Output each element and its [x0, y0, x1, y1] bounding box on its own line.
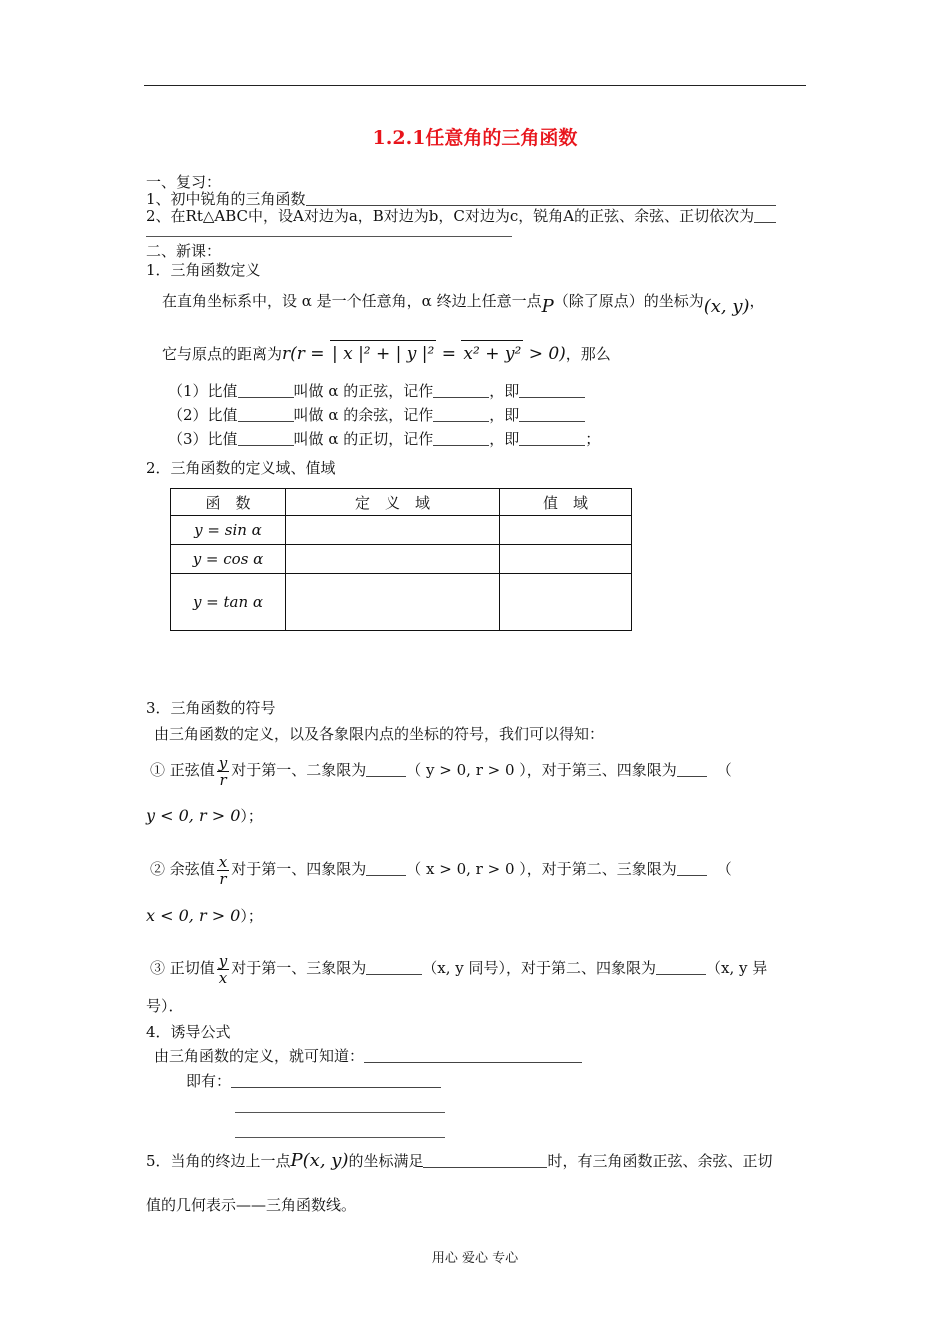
- section-4-para-2: 即有：: [186, 1071, 441, 1091]
- fill-blank[interactable]: [433, 381, 489, 398]
- section-1-para-1: 在直角坐标系中，设 α 是一个任意角，α 终边上任意一点P（除了原点）的坐标为(x, y)，: [162, 292, 765, 317]
- table-cell-domain[interactable]: [286, 545, 500, 574]
- section-1-title: 1．三角函数定义: [146, 261, 261, 279]
- distance-formula: r(r = | x |² + | y |² = x² + y² > 0): [282, 344, 566, 364]
- table-cell-range[interactable]: [500, 545, 632, 574]
- section-3-intro: 由三角函数的定义，以及各象限内点的坐标的符号，我们可以得知：: [154, 725, 605, 743]
- sign-rule-tangent: ③ 正切值 $\frac{y}{x}$ 对于第一、三象限为 （x, y 同号），对于第二、四象限为 （x, y 异: [150, 951, 768, 987]
- section-4-title: 4．诱导公式: [146, 1023, 231, 1041]
- sign-rule-cosine: ② 余弦值 $\frac{x}{r}$ 对于第一、四象限为 （ x > 0, r > 0 ），对于第二、三象限为 （: [150, 852, 732, 888]
- fill-blank[interactable]: [238, 405, 294, 422]
- table-header: 定 义 域: [286, 489, 500, 516]
- table-cell-range[interactable]: [500, 516, 632, 545]
- fill-blank[interactable]: [366, 760, 406, 777]
- fill-blank[interactable]: [656, 958, 706, 975]
- fraction-y-over-r: $\frac{y}{r}$: [218, 753, 228, 789]
- sign-rule-tangent-cont: 号）．: [146, 997, 184, 1015]
- fill-blank[interactable]: [238, 429, 294, 446]
- table-header: 函 数: [171, 489, 286, 516]
- fill-line[interactable]: [146, 236, 512, 237]
- domain-range-table: [170, 488, 632, 631]
- fill-blank[interactable]: [423, 1151, 547, 1168]
- section-5-para: 5．当角的终边上一点P(x, y)的坐标满足 时，有三角函数正弦、余弦、正切: [146, 1150, 773, 1171]
- definition-tangent: （3）比值 叫做 α 的正切，记作 ，即 ；: [168, 430, 601, 448]
- fill-line[interactable]: [235, 1137, 445, 1138]
- table-cell-domain[interactable]: [286, 516, 500, 545]
- fill-blank[interactable]: [677, 760, 707, 777]
- page-title: 1.2.1任意角的三角函数: [372, 127, 578, 149]
- page-footer: 用心 爱心 专心: [431, 1251, 519, 1266]
- fill-blank[interactable]: [519, 381, 585, 398]
- fill-blank[interactable]: [231, 1071, 441, 1088]
- fill-blank[interactable]: [364, 1046, 582, 1063]
- sign-rule-cosine-cont: x < 0, r > 0）；: [146, 906, 263, 925]
- definition-sine: （1）比值 叫做 α 的正弦，记作 ，即: [168, 381, 585, 401]
- section-4-para-1: 由三角函数的定义，就可知道：: [154, 1046, 582, 1066]
- fill-blank[interactable]: [366, 958, 422, 975]
- new-lesson-heading: 二、新课：: [146, 242, 222, 260]
- fill-blank[interactable]: [238, 381, 294, 398]
- fill-blank[interactable]: [519, 429, 585, 446]
- table-cell-domain[interactable]: [286, 574, 500, 631]
- fill-blank[interactable]: [519, 405, 585, 422]
- fill-blank[interactable]: [677, 859, 707, 876]
- header-rule: [144, 85, 806, 86]
- sign-rule-sine-cont: y < 0, r > 0）；: [146, 806, 263, 825]
- review-item-2: 2、在Rt△ABC中，设A对边为a，B对边为b，C对边为c，锐角A的正弦、余弦、正切依次为: [146, 206, 776, 226]
- table-cell-range[interactable]: [500, 574, 632, 631]
- section-1-para-2: 它与原点的距离为r(r = | x |² + | y |² = x² + y² > 0)，那么: [162, 340, 611, 367]
- sign-rule-sine: ① 正弦值 $\frac{y}{r}$ 对于第一、二象限为 （ y > 0, r > 0 ），对于第三、四象限为 （: [150, 753, 732, 789]
- fill-blank[interactable]: [433, 429, 489, 446]
- review-item-1: 1、初中锐角的三角函数: [146, 189, 776, 209]
- definition-cosine: （2）比值 叫做 α 的余弦，记作 ，即: [168, 405, 585, 425]
- table-row-function: y = cos α: [171, 545, 286, 574]
- table-header: 值 域: [500, 489, 632, 516]
- section-2-title: 2．三角函数的定义域、值域: [146, 459, 336, 477]
- table-row-function: y = sin α: [171, 516, 286, 545]
- fill-blank[interactable]: [306, 189, 776, 206]
- review-heading: 一、复习：: [146, 173, 222, 191]
- fill-blank[interactable]: [433, 405, 489, 422]
- table-row-function: y = tan α: [171, 574, 286, 631]
- section-5-para-cont: 值的几何表示——三角函数线。: [146, 1196, 357, 1214]
- fraction-y-over-x: $\frac{y}{x}$: [218, 951, 228, 987]
- section-3-title: 3．三角函数的符号: [146, 699, 276, 717]
- fill-blank[interactable]: [754, 206, 776, 223]
- fraction-x-over-r: $\frac{x}{r}$: [218, 852, 228, 888]
- fill-blank[interactable]: [366, 859, 406, 876]
- fill-line[interactable]: [235, 1112, 445, 1113]
